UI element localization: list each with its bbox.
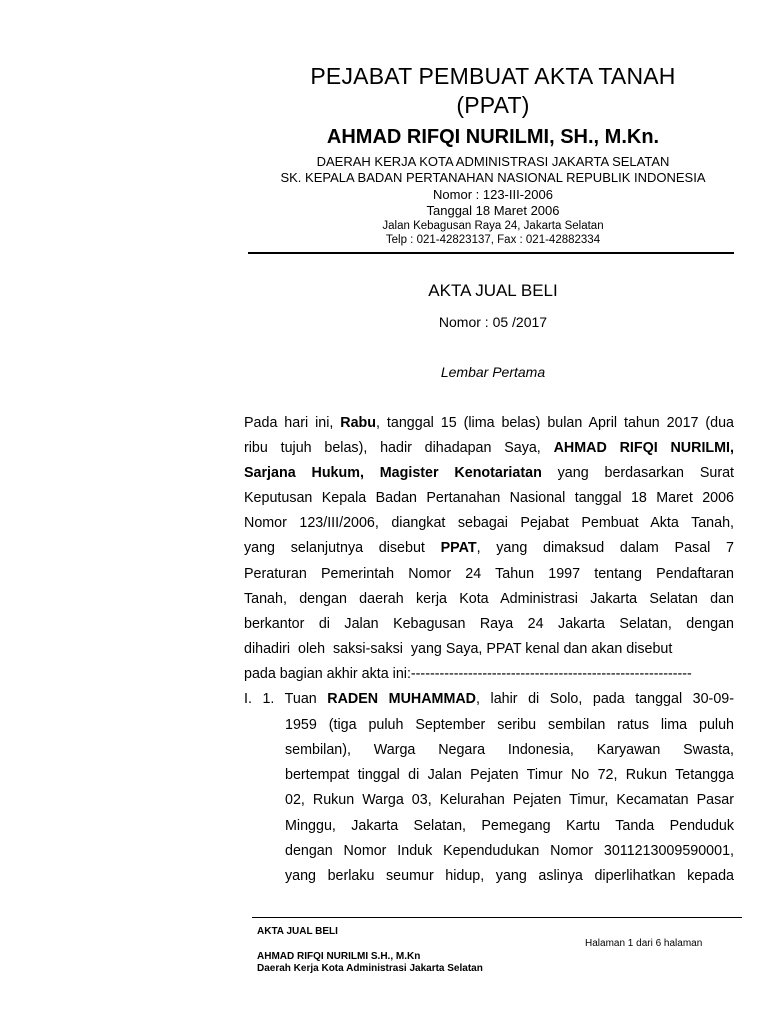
body-line: Tanah, dengan daerah kerja Kota Administrasi Jakarta Selatan dan [244,591,734,607]
body-line: Peraturan Pemerintah Nomor 24 Tahun 1997 tentang Pendaftaran [244,566,734,582]
party-line: 02, Rukun Warga 03, Kelurahan Pejaten Timur, Kecamatan Pasar [285,792,734,808]
page-counter: Halaman 1 dari 6 halaman [585,938,703,949]
party-line: I. 1. Tuan RADEN MUHAMMAD, lahir di Solo, pada tanggal 30-09- [244,691,734,707]
office-title-line2: (PPAT) [456,92,530,118]
party-line: Minggu, Jakarta Selatan, Pemegang Kartu Tanda Penduduk [285,818,734,834]
body-line: Pada hari ini, Rabu, tanggal 15 (lima belas) bulan April tahun 2017 (dua [244,415,735,431]
body-line: ribu tujuh belas), hadir dihadapan Saya, AHMAD RIFQI NURILMI, [244,440,734,456]
office-address: Jalan Kebagusan Raya 24, Jakarta Selatan [382,220,604,232]
office-title-line1: PEJABAT PEMBUAT AKTA TANAH [310,63,676,89]
footer-name: AHMAD RIFQI NURILMI S.H., M.Kn [257,951,421,962]
body-line: Keputusan Kepala Badan Pertanahan Nasional tanggal 18 Maret 2006 [244,490,734,506]
sheet-label: Lembar Pertama [440,364,546,380]
decree-number: Nomor : 123-III-2006 [433,187,553,202]
party-line: 1959 (tiga puluh September seribu sembilan ratus lima puluh [285,717,734,733]
party-line: dengan Nomor Induk Kependudukan Nomor 3011213009590001, [285,843,734,859]
body-line: berkantor di Jalan Kebagusan Raya 24 Jakarta Selatan, dengan [244,616,734,632]
body-line: pada bagian akhir akta ini:----------------------------------------------------------- [244,666,692,682]
decree-date: Tanggal 18 Maret 2006 [426,203,560,218]
office-title [248,62,738,120]
footer-area: Daerah Kerja Kota Administrasi Jakarta Selatan [257,963,483,974]
party-line: bertempat tinggal di Jalan Pejaten Timur No 72, Rukun Tetangga [285,767,734,783]
decree-issuer: SK. KEPALA BADAN PERTANAHAN NASIONAL REPUBLIK INDONESIA [280,170,706,185]
official-name: AHMAD RIFQI NURILMI, SH., M.Kn. [326,126,660,148]
body-line: yang selanjutnya disebut PPAT, yang dimaksud dalam Pasal 7 [244,540,734,556]
party-line: yang berlaku seumur hidup, yang aslinya diperlihatkan kepada [285,868,734,884]
deed-number: Nomor : 05 /2017 [438,314,548,330]
deed-title: AKTA JUAL BELI [428,281,558,300]
body-line: Sarjana Hukum, Magister Kenotariatan yang berdasarkan Surat [244,465,734,481]
body-line: dihadiri oleh saksi-saksi yang Saya, PPAT kenal dan akan disebut [244,641,673,657]
work-area: DAERAH KERJA KOTA ADMINISTRASI JAKARTA SELATAN [316,154,670,169]
header-divider [248,252,734,254]
party-line: sembilan), Warga Negara Indonesia, Karyawan Swasta, [285,742,734,758]
footer-divider [252,917,742,918]
office-phone: Telp : 021-42823137, Fax : 021-42882334 [385,234,601,246]
footer-title: AKTA JUAL BELI [257,926,338,937]
body-line: Nomor 123/III/2006, diangkat sebagai Pejabat Pembuat Akta Tanah, [244,515,734,531]
